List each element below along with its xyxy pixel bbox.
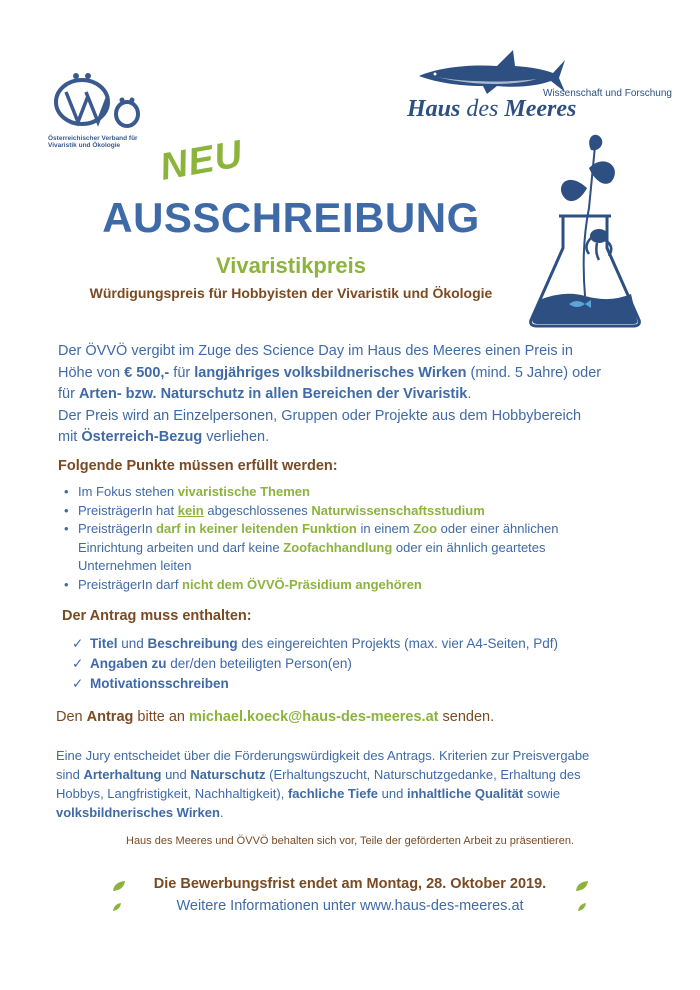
oevvoe-logo-line2: Vivaristik und Ökologie <box>48 142 121 149</box>
jury-line-1: Eine Jury entscheidet über die Förderungswürdigkeit des Antrags. Kriterien zur Preisvergabe <box>56 748 590 763</box>
jury-text: und <box>161 767 191 782</box>
jury-text: und <box>378 786 407 801</box>
antrag-emphasis: Titel <box>90 636 118 651</box>
intro-text: für <box>58 386 79 402</box>
intro-text: Höhe von <box>58 364 125 381</box>
req-text: Im Fokus stehen <box>78 484 178 499</box>
send-emphasis: Antrag <box>86 709 134 725</box>
intro-emphasis: langjähriges volksbildnerisches Wirken <box>194 364 467 381</box>
jury-paragraph <box>56 746 686 822</box>
list-item <box>70 634 670 654</box>
antrag-text: und <box>117 636 148 651</box>
req-text: in einem <box>356 521 414 536</box>
requirements-list <box>56 483 676 594</box>
antrag-heading: Der Antrag muss enthalten: <box>62 608 252 624</box>
antrag-emphasis: Beschreibung <box>147 636 238 651</box>
antrag-text: der/den beteiligten Person(en) <box>166 656 352 671</box>
req-emphasis: darf in keiner leitenden Funktion <box>156 521 357 536</box>
jury-line-3 <box>56 784 686 803</box>
intro-line-2 <box>58 363 678 385</box>
send-text: Den <box>56 709 87 725</box>
haus-des-meeres-wordmark <box>407 96 576 123</box>
jury-text: sowie <box>523 786 561 801</box>
req-text: Unternehmen leiten <box>78 558 192 573</box>
jury-text: . <box>219 805 224 820</box>
haus-des-meeres-logo <box>405 44 690 124</box>
req-text: PreisträgerIn darf <box>78 576 183 592</box>
jury-text: (Erhaltungszucht, Naturschutzgedanke, Erhaltung des <box>265 767 581 782</box>
antrag-emphasis: Motivationsschreiben <box>90 676 229 691</box>
jury-emphasis: volksbildnerisches Wirken <box>56 805 220 820</box>
jury-emphasis: Arterhaltung <box>83 767 162 782</box>
email-link[interactable]: michael.koeck@haus-des-meeres.at <box>189 709 439 725</box>
wordmark-meeres: Meeres <box>504 96 577 122</box>
jury-emphasis: inhaltliche Qualität <box>406 786 524 801</box>
wordmark-des: des <box>466 96 499 122</box>
req-text: PreisträgerIn <box>78 521 157 536</box>
req-text: Einrichtung arbeiten und darf keine <box>78 539 284 555</box>
req-text: abgeschlossenes <box>203 502 312 518</box>
jury-text: Hobbys, Langfristigkeit, Nachhaltigkeit), <box>56 786 288 801</box>
send-text: senden. <box>438 709 495 725</box>
list-item <box>56 520 676 576</box>
prize-amount: € 500,- <box>124 364 170 381</box>
req-emphasis: kein <box>177 502 204 518</box>
jury-emphasis: fachliche Tiefe <box>287 786 379 801</box>
intro-text: verliehen. <box>202 429 270 445</box>
intro-line-3 <box>58 384 678 406</box>
intro-emphasis: Österreich-Bezug <box>81 429 203 445</box>
list-item <box>56 483 676 502</box>
antrag-emphasis: Angaben zu <box>90 656 167 671</box>
oevvoe-logo-line1: Österreichischer Verband für <box>48 135 138 142</box>
deadline-notice: Die Bewerbungsfrist endet am Montag, 28. Oktober 2019. <box>153 876 547 892</box>
neu-stamp: NEU <box>156 133 247 189</box>
subtitle-description: Würdigungspreis für Hobbyisten der Vivaristik und Ökologie <box>89 285 493 301</box>
jury-line-4 <box>56 803 686 822</box>
jury-line-2 <box>56 765 686 784</box>
intro-text: . <box>467 386 472 402</box>
req-emphasis: Zoofachhandlung <box>283 539 393 555</box>
intro-line-4: Der Preis wird an Einzelpersonen, Gruppen oder Projekte aus dem Hobbybereich <box>58 407 582 424</box>
intro-text: (mind. 5 Jahre) oder <box>466 364 602 381</box>
wordmark-haus: Haus <box>407 96 461 122</box>
subtitle: Vivaristikpreis <box>215 253 367 278</box>
req-emphasis: Naturwissenschaftsstudium <box>311 502 485 518</box>
req-text: oder ein ähnlich geartetes <box>392 539 546 555</box>
jury-emphasis: Naturschutz <box>190 767 266 782</box>
more-info-link[interactable]: Weitere Informationen unter www.haus-des-meeres.at <box>176 898 524 914</box>
antrag-checklist <box>70 634 670 694</box>
page-title: AUSSCHREIBUNG <box>102 194 480 241</box>
list-item <box>70 654 670 674</box>
intro-text: für <box>169 364 195 381</box>
haus-des-meeres-tagline: Wissenschaft und Forschung <box>543 88 672 99</box>
send-text: bitte an <box>133 709 189 725</box>
req-text: PreisträgerIn hat <box>78 502 178 518</box>
oevvoe-logo <box>48 62 158 152</box>
antrag-text: des eingereichten Projekts (max. vier A4-Seiten, Pdf) <box>237 636 558 651</box>
req-emphasis: nicht dem ÖVVÖ-Präsidium angehören <box>182 576 422 592</box>
requirements-heading: Folgende Punkte müssen erfüllt werden: <box>58 458 338 474</box>
disclaimer: Haus des Meeres und ÖVVÖ behalten sich vor, Teile der geförderten Arbeit zu präsentieren. <box>126 835 574 847</box>
send-instruction <box>56 709 494 725</box>
intro-text: mit <box>58 429 82 445</box>
req-emphasis: Zoo <box>413 521 438 536</box>
req-emphasis: vivaristische Themen <box>177 484 310 499</box>
jury-text: sind <box>56 767 84 782</box>
req-text: oder einer ähnlichen <box>437 521 559 536</box>
intro-line-1: Der ÖVVÖ vergibt im Zuge des Science Day im Haus des Meeres einen Preis in <box>58 343 573 359</box>
list-item <box>56 576 676 595</box>
intro-paragraph <box>58 341 678 449</box>
list-item <box>56 502 676 521</box>
intro-emphasis: Arten- bzw. Naturschutz in allen Bereichen der Vivaristik <box>78 386 468 402</box>
oevvoe-emblem-icon <box>48 62 148 128</box>
intro-line-5 <box>58 427 678 449</box>
list-item <box>70 674 670 694</box>
